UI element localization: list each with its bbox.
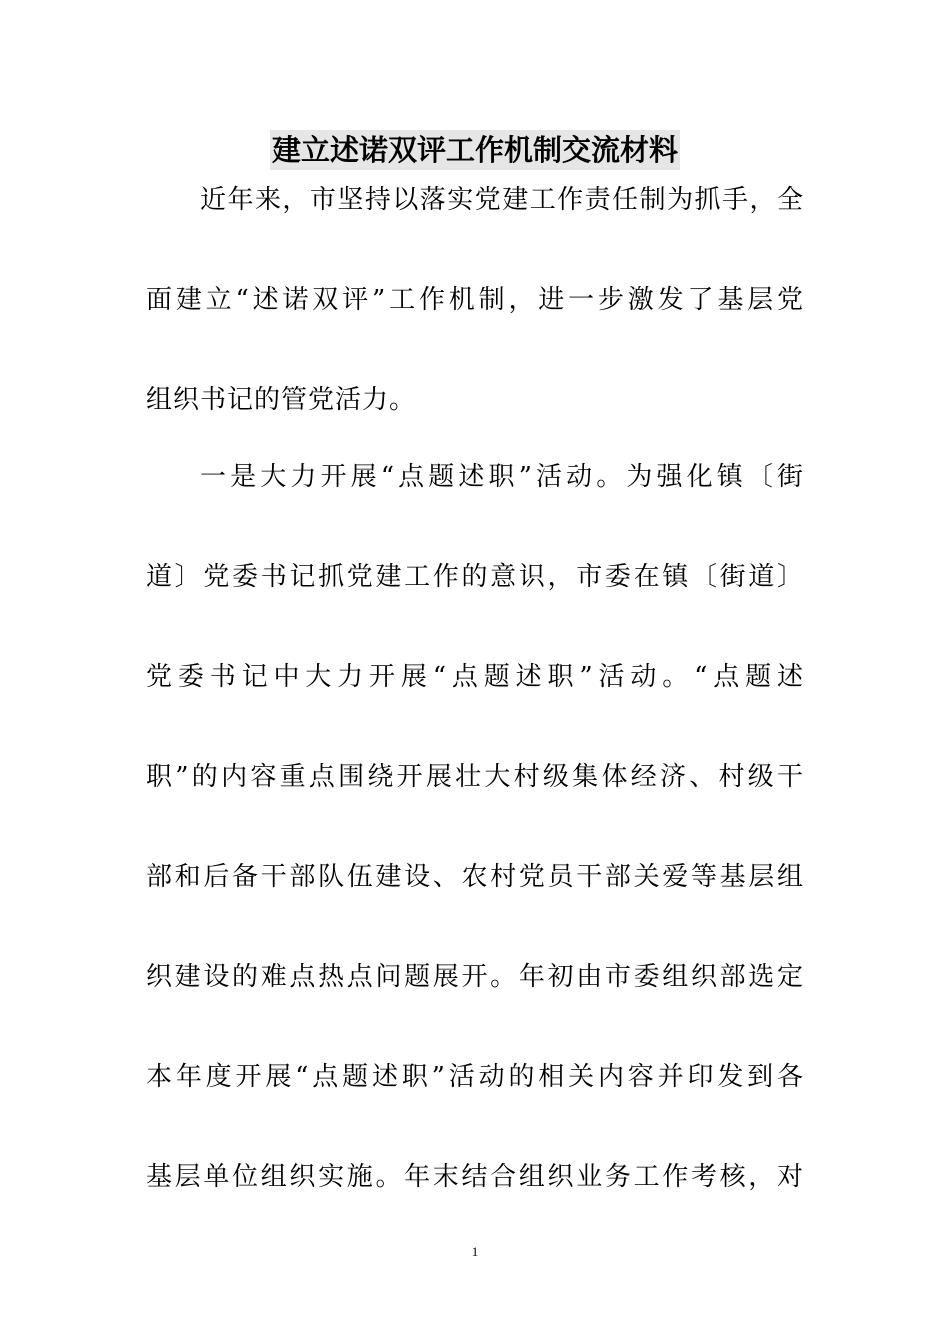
paragraph-line: 一是大力开展“点题述职”活动。为强化镇〔街	[200, 462, 804, 492]
page-number: 1	[471, 1244, 479, 1259]
document-title-text: 建立述诺双评工作机制交流材料	[270, 130, 680, 170]
paragraph-line: 面建立“述诺双评”工作机制，进一步激发了基层党	[146, 285, 804, 315]
paragraph-line: 本年度开展“点题述职”活动的相关内容并印发到各	[146, 1062, 804, 1092]
paragraph-line: 织建设的难点热点问题展开。年初由市委组织部选定	[146, 962, 804, 992]
document-title	[0, 130, 950, 175]
paragraph-line: 基层单位组织实施。年末结合组织业务工作考核，对	[146, 1162, 804, 1192]
paragraph-line: 部和后备干部队伍建设、农村党员干部关爱等基层组	[146, 862, 804, 892]
paragraph-line: 党委书记中大力开展“点题述职”活动。“点题述	[146, 662, 804, 692]
paragraph-line: 道〕党委书记抓党建工作的意识，市委在镇〔街道〕	[146, 562, 804, 592]
paragraph-line: 近年来，市坚持以落实党建工作责任制为抓手，全	[200, 185, 804, 215]
paragraph-line: 组织书记的管党活力。	[146, 385, 417, 415]
paragraph-line: 职”的内容重点围绕开展壮大村级集体经济、村级干	[146, 762, 804, 792]
